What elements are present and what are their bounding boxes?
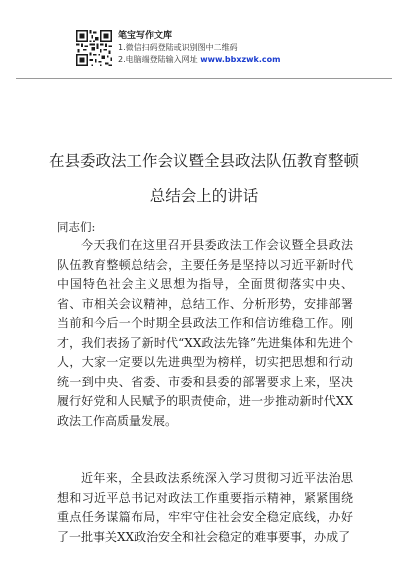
title-line-2: 总结会上的讲话	[149, 187, 259, 205]
title-line-1: 在县委政法工作会议暨全县政法队伍教育整顿	[48, 152, 359, 170]
document-title	[40, 144, 368, 214]
qr-code-icon	[76, 30, 112, 66]
instruction-line-2	[118, 54, 280, 66]
instruction-line-2-prefix: 2.电脑端登陆输入网址	[118, 55, 201, 64]
header	[76, 30, 376, 74]
header-text-block	[118, 30, 280, 66]
site-url-link[interactable]: www.bbxzwk.com	[200, 55, 281, 64]
instruction-line-1: 1.微信扫码登陆或识别图中二维码	[118, 43, 238, 52]
salutation: 同志们:	[57, 220, 96, 234]
paragraph-2: 近年来，全县政法系统深入学习贯彻习近平法治思想和习近平总书记对政法工作重要指示精神，紧紧围绕重点任务谋篇布局，牢牢守住社会安全稳定底线，办好了一批事关XX政治安全和社会稳定的难事要事，办成了	[57, 471, 353, 544]
header-divider	[16, 78, 392, 79]
paragraph-1: 今天我们在这里召开县委政法工作会议暨全县政法队伍教育整顿总结会，主要任务是坚持以习近平新时代中国特色社会主义思想为指导，全面贯彻落实中央、省、市相关会议精神，总结工作、分析形势，安排部署当前和今后一个时期全县政法工作和信访维稳工作。刚才，我们表扬了新时代“XX政法先锋”先进集体和先进个人，大家一定要以先进典型为榜样，切实把思想和行动统一到中央、省委、市委和县委的部署要求上来，坚决履行好党和人民赋予的职责使命，进一步推动新时代XX政法工作高质量发展。	[57, 238, 353, 428]
site-title: 笔宝写作文库	[118, 31, 173, 41]
